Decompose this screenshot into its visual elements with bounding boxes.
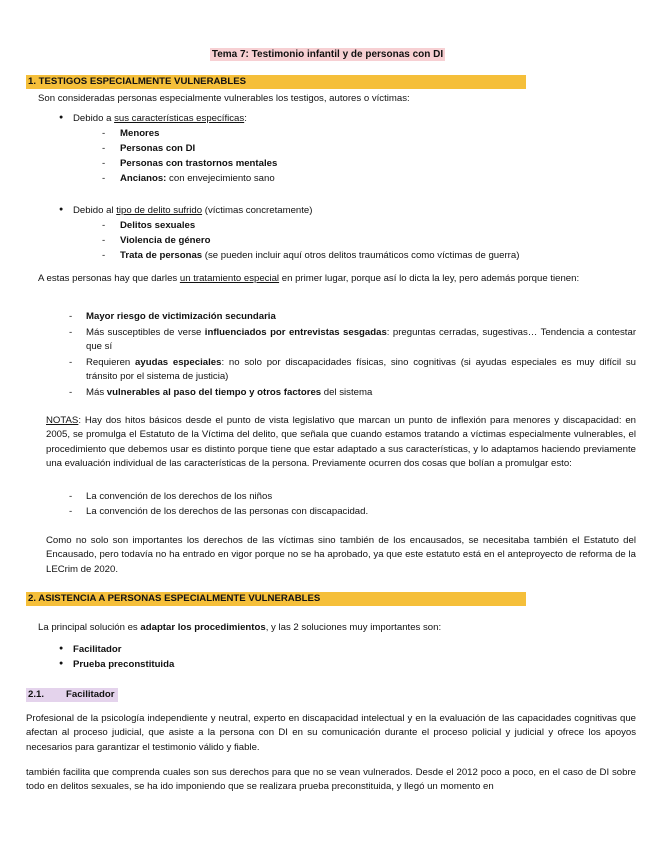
paragraph-encausado: Como no solo son importantes los derechos de las víctimas sino también de los encausados, se necesitaba también el Estatuto del Encausado, pero todavía no ha entrado en vigor porque no se ha aprobado, ya que este estatuto está en el anteproyecto de reforma de la LECrim de 2020.: [46, 535, 636, 575]
section-1-intro: Son consideradas personas especialmente vulnerables los testigos, autores o víctimas:: [38, 93, 410, 104]
list-item-personas-di: - Personas con DI: [120, 142, 195, 156]
list-item-trata: - Trata de personas (se pueden incluir aquí otros delitos traumáticos como víctimas de guerra): [120, 249, 519, 263]
section-2-heading: 2. ASISTENCIA A PERSONAS ESPECIALMENTE VULNERABLES: [26, 592, 526, 606]
reason-ayudas: - Requieren ayudas especiales: no solo por discapacidades físicas, sino cognitivas (si ayudas especiales es muy difícil su tránsito por el sistema de justicia): [86, 356, 636, 385]
bullet-caracteristicas: ● Debido a sus características específicas:: [73, 112, 247, 126]
paragraph-derechos: también facilita que comprenda cuales son sus derechos para que no se vean vulnerados. Desde el 2012 poco a poco, en el caso de DI sobre todo en delitos sexuales, se ha ido imponiendo que se realizara prueba preconstituida, y llegó un momento en: [26, 767, 636, 793]
list-item-delitos-sexuales: - Delitos sexuales: [120, 219, 195, 233]
paragraph-tratamiento: A estas personas hay que darles un tratamiento especial en primer lugar, porque así lo dicta la ley, pero además porque tienen:: [38, 273, 580, 284]
bullet-tipo-delito: ● Debido al tipo de delito sufrido (víctimas concretamente): [73, 204, 312, 218]
reason-paso-tiempo: - Más vulnerables al paso del tiempo y otros factores del sistema: [86, 386, 636, 400]
list-item-ancianos: - Ancianos: con envejecimiento sano: [120, 172, 275, 186]
section-2-intro: La principal solución es adaptar los procedimientos, y las 2 soluciones muy importantes son:: [38, 622, 442, 633]
document-title: Tema 7: Testimonio infantil y de personas con DI: [211, 49, 444, 60]
list-item-menores: - Menores: [120, 127, 159, 141]
notas-paragraph: NOTAS: Hay dos hitos básicos desde el punto de vista legislativo que marcan un punto de inflexión para menores y discapacidad: en 2005, se promulga el Estatuto de la Víctima del delito, que señala que cuando estamos tratando a víctimas especialmente vulnerables, el procedimiento que debemos usar es distinto porque tiene que estar adaptado a sus características, y lo adaptamos haciendo previamente una evaluación individual de las características de la persona. Previamente ocurren dos cosas que bolían a promulgar esto:: [46, 415, 636, 470]
subsection-heading: 2.1. Facilitador: [26, 688, 118, 702]
reason-influenciados: - Más susceptibles de verse influenciados por entrevistas sesgadas: preguntas cerradas, sugestivas… Tendencia a contestar que sí: [86, 326, 636, 355]
bullet-facilitador: ● Facilitador: [73, 643, 122, 657]
notas-item-ninos: - La convención de los derechos de los niños: [86, 490, 272, 504]
notas-item-discapacidad: - La convención de los derechos de las personas con discapacidad.: [86, 505, 368, 519]
reason-victimizacion: - Mayor riesgo de victimización secundaria: [86, 310, 636, 324]
section-1-heading: 1. TESTIGOS ESPECIALMENTE VULNERABLES: [26, 75, 526, 89]
list-item-trastornos: - Personas con trastornos mentales: [120, 157, 277, 171]
paragraph-facilitador: Profesional de la psicología independiente y neutral, experto en discapacidad intelectual y en la evaluación de las capacidades cognitivas que afectan al proceso judicial, que asiste a la persona con DI en su comunicación durante el proceso policial y judicial y ofrece los apoyos necesarios para garantizar el testimonio válido y fiable.: [26, 713, 636, 753]
bullet-prueba: ● Prueba preconstituida: [73, 658, 174, 672]
list-item-violencia-genero: - Violencia de género: [120, 234, 210, 248]
